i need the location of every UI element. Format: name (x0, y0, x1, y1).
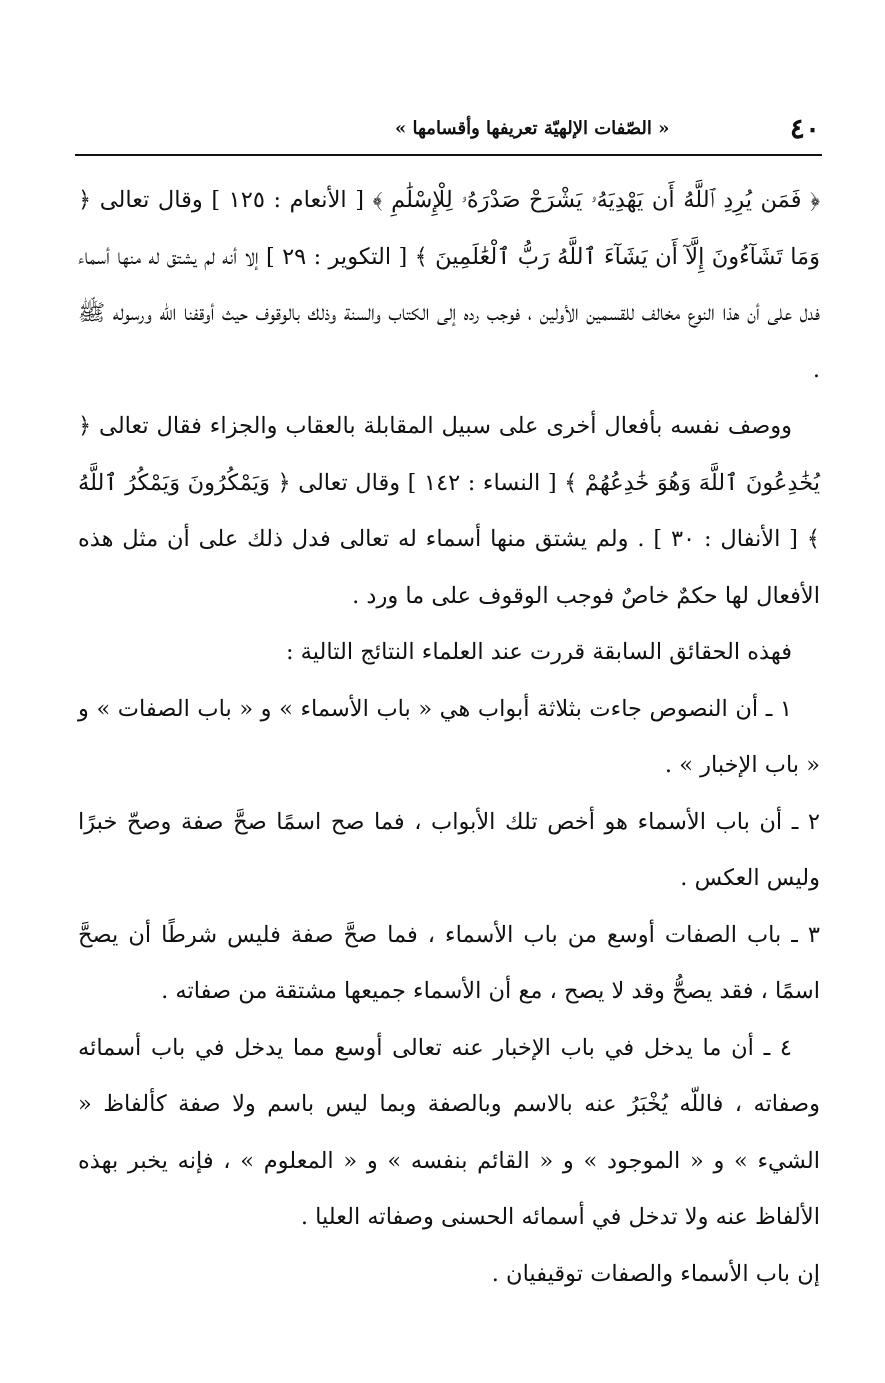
page-number: ٤٠ (789, 112, 820, 145)
paragraph-reciprocal-actions: ووصف نفسه بأفعال أخرى على سبيل المقابلة بالعقاب والجزاء فقال تعالى ﴿ يُخَٰدِعُونَ ٱللَّهَ وَهُوَ خَٰدِعُهُمْ ﴾ [ النساء : ١٤٢ ] وقال تعالى ﴿ وَيَمْكُرُونَ وَيَمْكُرُ ٱللَّهُ ﴾ [ الأنفال : ٣٠ ] . ولم يشتق منها أسماء له تعالى فدل ذلك على أن مثل هذه الأفعال لها حكمٌ خاصٌ فوجب الوقوف على ما ورد . (78, 413, 821, 609)
running-title: « الصّفات الإلهيّة تعريفها وأقسامها » (395, 118, 670, 139)
list-item-3: ٣ ـ باب الصفات أوسع من باب الأسماء ، فما صحَّ صفة فليس شرطًا أن يصحَّ اسمًا ، فقد يصحُّ وقد لا يصح ، مع أن الأسماء جميعها مشتقة من صفاته . (78, 921, 820, 1004)
header-divider (75, 154, 822, 156)
page-header (75, 112, 820, 152)
page-body (78, 172, 820, 1302)
paragraph-results-intro: فهذه الحقائق السابقة قررت عند العلماء النتائج التالية : (285, 639, 792, 665)
list-item-4: ٤ ـ أن ما يدخل في باب الإخبار عنه تعالى أوسع مما يدخل في باب أسمائه وصفاته ، فاللّه يُخْبَرُ عنه بالاسم وبالصفة وبما ليس باسم ولا صفة كألفاظ « الشيء » و « الموجود » و « القائم بنفسه » و « المعلوم » ، فإنه يخبر بهذه الألفاظ عنه ولا تدخل في أسمائه الحسنى وصفاته العليا . (78, 1034, 820, 1230)
paragraph-verses-continuation: ﴿ فَمَن يُرِدِ ٱللَّهُ أَن يَهْدِيَهُۥ يَشْرَحْ صَدْرَهُۥ لِلْإِسْلَٰمِ ﴾ [ الأنعام : ١٢٥ ] وقال تعالى ﴿ وَمَا تَشَآءُونَ إِلَّآ أَن يَشَآءَ ٱللَّهُ رَبُّ ٱلْعَٰلَمِينَ ﴾ [ التكوير : ٢٩ ] إلا أنه لم يشتق له منها أسماء فدل على أن هذا النوع مخالف للقسمين الأولين ، فوجب رده إلى الكتاب والسنة وذلك بالوقوف حيث أوقفنا اللّه ورسوله ﷺ . (78, 187, 820, 383)
list-item-2: ٢ ـ أن باب الأسماء هو أخص تلك الأبواب ، فما صح اسمًا صحَّ صفة وصحّ خبرًا وليس العكس . (78, 808, 820, 891)
list-item-1: ١ ـ أن النصوص جاءت بثلاثة أبواب هي « باب الأسماء » و « باب الصفات » و « باب الإخبار » . (78, 695, 820, 778)
paragraph-conclusion: إن باب الأسماء والصفات توقيفيان . (491, 1260, 820, 1287)
